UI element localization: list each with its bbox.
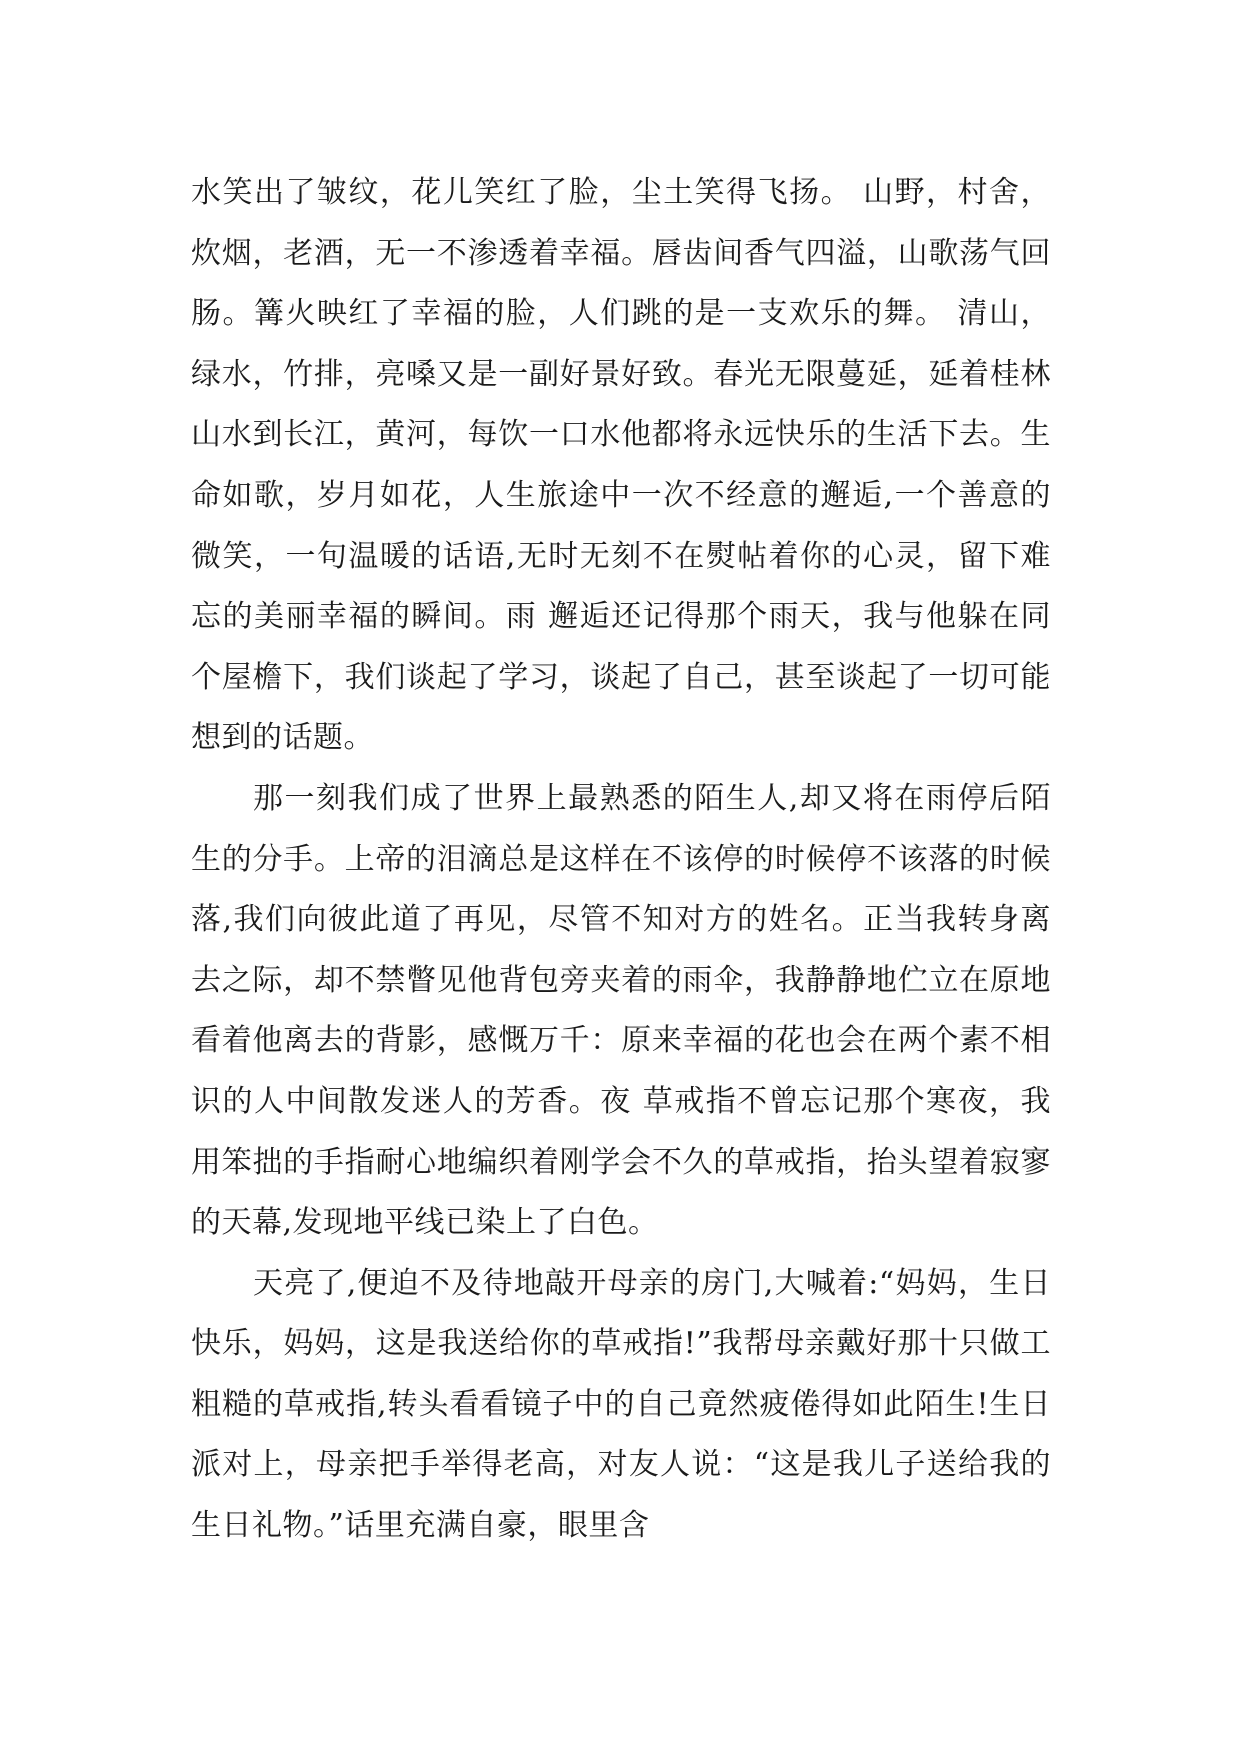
paragraph-3: 天亮了,便迫不及待地敲开母亲的房门,大喊着:“妈妈，生日快乐，妈妈，这是我送给你的草戒指!”我帮母亲戴好那十只做工粗糙的草戒指,转头看看镜子中的自己竟然疲倦得如此陌生!生日派对上，母亲把手举得老高，对友人说：“这是我儿子送给我的生日礼物。”话里充满自豪，眼里含 [191, 1265, 1051, 1544]
paragraph-1: 水笑出了皱纹，花儿笑红了脸，尘土笑得飞扬。 山野，村舍，炊烟，老酒，无一不渗透着幸福。唇齿间香气四溢，山歌荡气回肠。篝火映红了幸福的脸，人们跳的是一支欢乐的舞。 清山，绿水，竹排，亮嗓又是一副好景好致。春光无限蔓延，延着桂林山水到长江，黄河，每饮一口水他都将永远快乐的生活下去。生命如歌，岁月如花，人生旅途中一次不经意的邂逅,一个善意的微笑，一句温暖的话语,无时无刻不在熨帖着你的心灵，留下难忘的美丽幸福的瞬间。雨 邂逅还记得那个雨天，我与他躲在同个屋檐下，我们谈起了学习，谈起了自己，甚至谈起了一切可能想到的话题。 [191, 175, 1051, 756]
document-page [191, 163, 1051, 1557]
paragraph-2: 那一刻我们成了世界上最熟悉的陌生人,却又将在雨停后陌生的分手。上帝的泪滴总是这样在不该停的时候停不该落的时候落,我们向彼此道了再见，尽管不知对方的姓名。正当我转身离去之际，却不禁瞥见他背包旁夹着的雨伞，我静静地伫立在原地看着他离去的背影，感慨万千：原来幸福的花也会在两个素不相识的人中间散发迷人的芳香。夜 草戒指不曾忘记那个寒夜，我用笨拙的手指耐心地编织着刚学会不久的草戒指，抬头望着寂寥的天幕,发现地平线已染上了白色。 [191, 780, 1051, 1241]
